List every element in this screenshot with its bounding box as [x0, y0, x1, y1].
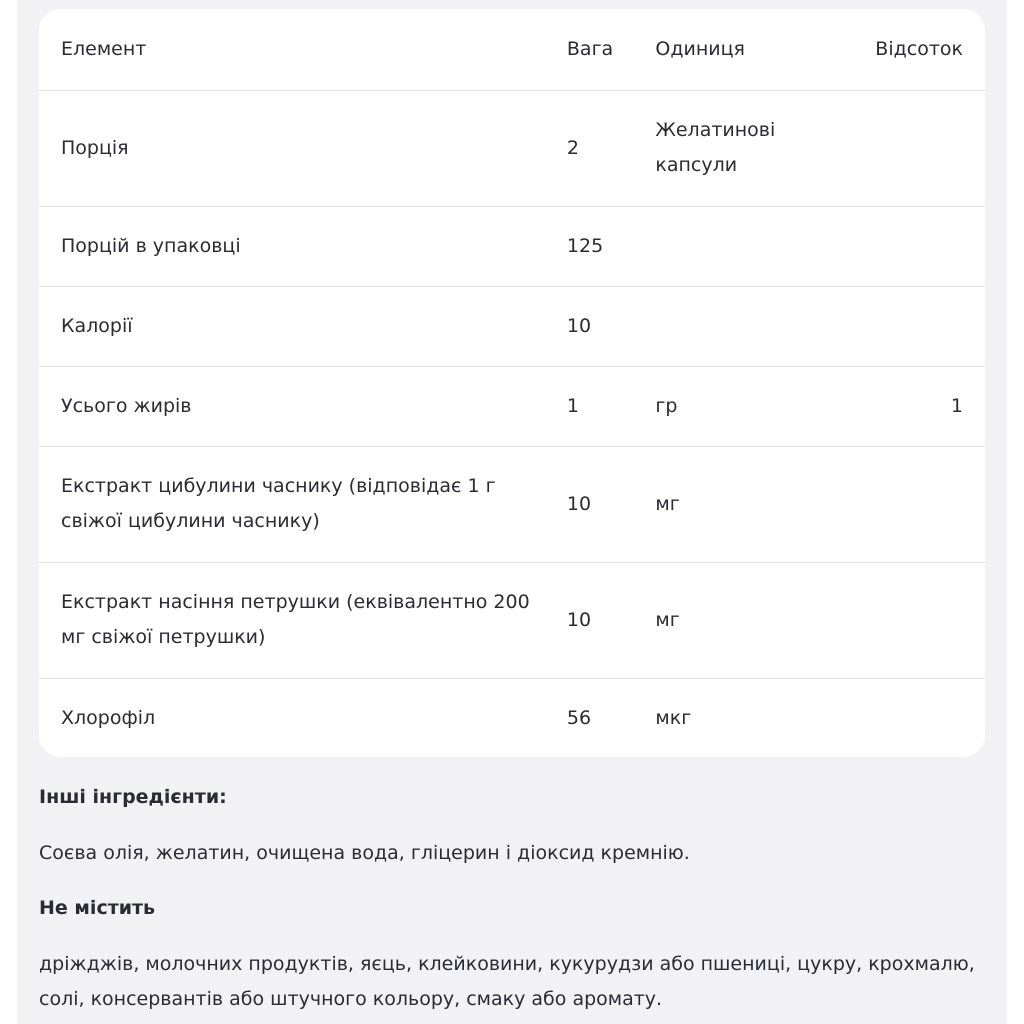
cell-unit: мг	[655, 492, 680, 515]
cell-unit: мг	[655, 608, 680, 631]
nutrition-table-card	[39, 9, 985, 757]
table-row	[39, 286, 985, 366]
cell-weight: 125	[566, 234, 604, 257]
cell-unit	[655, 286, 875, 366]
does-not-contain-text: дріжджів, молочних продуктів, яєць, клейковини, кукурудзи або пшениці, цукру, крохмалю, солі, консервантів або штучного кольору, смаку або аромату.	[39, 953, 975, 1010]
nutrition-table	[39, 9, 985, 757]
header-element: Елемент	[61, 37, 147, 60]
cell-unit	[655, 206, 875, 286]
cell-weight: 10	[566, 608, 592, 631]
cell-percent	[875, 90, 985, 206]
cell-element: Усього жирів	[61, 394, 192, 417]
cell-unit: гр	[655, 394, 678, 417]
header-percent: Відсоток	[875, 37, 963, 60]
cell-weight: 10	[566, 314, 592, 337]
table-row	[39, 562, 985, 678]
cell-percent	[875, 206, 985, 286]
table-header-row	[39, 9, 985, 90]
cell-element: Екстракт цибулини часнику (відповідає 1 г свіжої цибулини часнику)	[61, 475, 496, 532]
cell-percent	[875, 562, 985, 678]
table-row	[39, 206, 985, 286]
table-row	[39, 446, 985, 562]
cell-unit: Желатинові капсули	[655, 119, 776, 176]
cell-unit: мкг	[655, 706, 692, 729]
cell-element: Порція	[61, 136, 129, 159]
cell-percent	[875, 286, 985, 366]
header-unit: Одиниця	[655, 37, 745, 60]
other-ingredients-heading: Інші інгредієнти:	[39, 786, 227, 808]
does-not-contain-heading: Не містить	[39, 897, 156, 919]
table-row	[39, 678, 985, 757]
cell-element: Хлорофіл	[61, 706, 156, 729]
cell-percent: 1	[950, 394, 963, 417]
other-ingredients-text: Соєва олія, желатин, очищена вода, гліцерин і діоксид кремнію.	[39, 842, 690, 864]
cell-weight: 10	[566, 492, 592, 515]
cell-percent	[875, 678, 985, 757]
cell-element: Порцій в упаковці	[61, 234, 241, 257]
cell-element: Калорії	[61, 314, 133, 337]
cell-weight: 1	[566, 394, 579, 417]
table-row	[39, 366, 985, 446]
table-row	[39, 90, 985, 206]
cell-weight: 2	[566, 136, 579, 159]
cell-element: Екстракт насіння петрушки (еквівалентно 200 мг свіжої петрушки)	[61, 591, 530, 648]
cell-weight: 56	[566, 706, 592, 729]
header-weight: Вага	[566, 37, 614, 60]
cell-percent	[875, 446, 985, 562]
